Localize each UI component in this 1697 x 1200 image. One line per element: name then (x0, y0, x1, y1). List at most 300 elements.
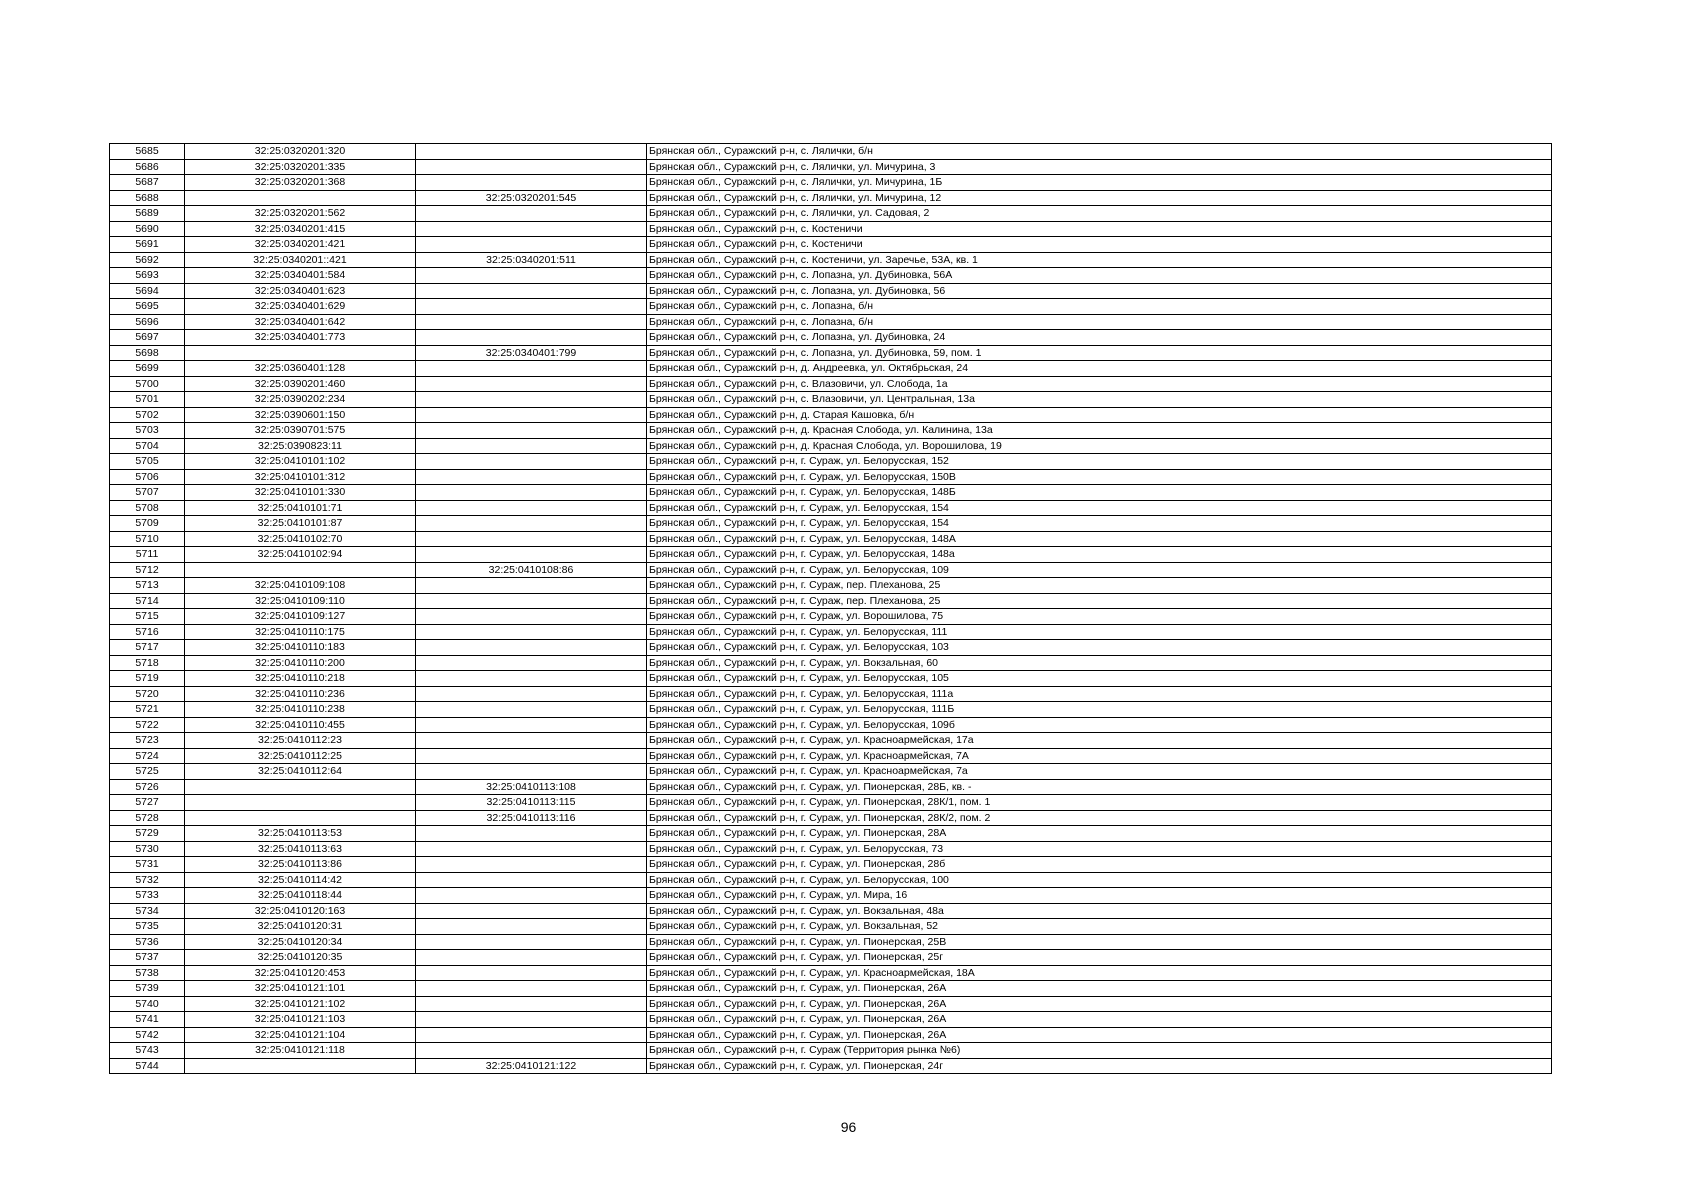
table-row (110, 965, 1552, 981)
land-cadastral-number-cell: 32:25:0410102:94 (185, 547, 416, 563)
table-row (110, 237, 1552, 253)
address-cell: Брянская обл., Суражский р-н, г. Сураж, ул. Пионерская, 28Б, кв. - (647, 779, 1552, 795)
table-row (110, 438, 1552, 454)
land-cadastral-number-cell: 32:25:0320201:320 (185, 144, 416, 160)
row-number-cell: 5714 (110, 593, 185, 609)
land-cadastral-number-cell: 32:25:0410112:64 (185, 764, 416, 780)
land-cadastral-number-cell: 32:25:0410120:34 (185, 934, 416, 950)
address-cell: Брянская обл., Суражский р-н, г. Сураж, ул. Вокзальная, 60 (647, 655, 1552, 671)
object-cadastral-number-cell (416, 609, 647, 625)
row-number-cell: 5725 (110, 764, 185, 780)
address-cell: Брянская обл., Суражский р-н, с. Лопазна, ул. Дубиновка, 56А (647, 268, 1552, 284)
address-cell: Брянская обл., Суражский р-н, г. Сураж, ул. Красноармейская, 7А (647, 748, 1552, 764)
object-cadastral-number-cell (416, 841, 647, 857)
table-row (110, 981, 1552, 997)
table-row (110, 144, 1552, 160)
table-row (110, 733, 1552, 749)
address-cell: Брянская обл., Суражский р-н, г. Сураж, ул. Пионерская, 24г (647, 1058, 1552, 1074)
land-cadastral-number-cell: 32:25:0320201:562 (185, 206, 416, 222)
row-number-cell: 5728 (110, 810, 185, 826)
address-cell: Брянская обл., Суражский р-н, с. Лопазна, б/н (647, 299, 1552, 315)
object-cadastral-number-cell: 32:25:0340401:799 (416, 345, 647, 361)
table-row (110, 779, 1552, 795)
row-number-cell: 5743 (110, 1043, 185, 1059)
object-cadastral-number-cell (416, 1027, 647, 1043)
table-row (110, 485, 1552, 501)
table-row (110, 330, 1552, 346)
address-cell: Брянская обл., Суражский р-н, г. Сураж, пер. Плеханова, 25 (647, 578, 1552, 594)
row-number-cell: 5697 (110, 330, 185, 346)
address-cell: Брянская обл., Суражский р-н, г. Сураж, ул. Белорусская, 154 (647, 516, 1552, 532)
table-row (110, 268, 1552, 284)
table-row (110, 950, 1552, 966)
address-cell: Брянская обл., Суражский р-н, г. Сураж, ул. Белорусская, 111а (647, 686, 1552, 702)
object-cadastral-number-cell (416, 376, 647, 392)
address-cell: Брянская обл., Суражский р-н, с. Лялички, ул. Мичурина, 12 (647, 190, 1552, 206)
table-row (110, 500, 1552, 516)
object-cadastral-number-cell (416, 593, 647, 609)
land-cadastral-number-cell: 32:25:0410109:127 (185, 609, 416, 625)
row-number-cell: 5744 (110, 1058, 185, 1074)
address-cell: Брянская обл., Суражский р-н, г. Сураж, ул. Белорусская, 111 (647, 624, 1552, 640)
address-cell: Брянская обл., Суражский р-н, с. Влазовичи, ул. Слобода, 1а (647, 376, 1552, 392)
row-number-cell: 5706 (110, 469, 185, 485)
address-cell: Брянская обл., Суражский р-н, г. Сураж, ул. Мира, 16 (647, 888, 1552, 904)
table-row (110, 702, 1552, 718)
address-cell: Брянская обл., Суражский р-н, г. Сураж, ул. Белорусская, 100 (647, 872, 1552, 888)
table-row (110, 190, 1552, 206)
row-number-cell: 5740 (110, 996, 185, 1012)
object-cadastral-number-cell (416, 981, 647, 997)
address-cell: Брянская обл., Суражский р-н, д. Старая Кашовка, б/н (647, 407, 1552, 423)
table-row (110, 888, 1552, 904)
address-cell: Брянская обл., Суражский р-н, д. Красная Слобода, ул. Калинина, 13а (647, 423, 1552, 439)
table-row (110, 857, 1552, 873)
land-cadastral-number-cell: 32:25:0410102:70 (185, 531, 416, 547)
table-row (110, 717, 1552, 733)
object-cadastral-number-cell (416, 826, 647, 842)
land-cadastral-number-cell: 32:25:0410101:71 (185, 500, 416, 516)
object-cadastral-number-cell (416, 702, 647, 718)
table-row (110, 764, 1552, 780)
land-cadastral-number-cell: 32:25:0390823:11 (185, 438, 416, 454)
land-cadastral-number-cell: 32:25:0410110:238 (185, 702, 416, 718)
object-cadastral-number-cell (416, 237, 647, 253)
land-cadastral-number-cell: 32:25:0410101:330 (185, 485, 416, 501)
row-number-cell: 5691 (110, 237, 185, 253)
land-cadastral-number-cell: 32:25:0390701:575 (185, 423, 416, 439)
row-number-cell: 5729 (110, 826, 185, 842)
table-row (110, 810, 1552, 826)
table-row (110, 593, 1552, 609)
land-cadastral-number-cell: 32:25:0410120:453 (185, 965, 416, 981)
table-row (110, 516, 1552, 532)
object-cadastral-number-cell (416, 206, 647, 222)
registry-table-body (110, 144, 1552, 1074)
object-cadastral-number-cell (416, 392, 647, 408)
address-cell: Брянская обл., Суражский р-н, с. Влазовичи, ул. Центральная, 13а (647, 392, 1552, 408)
row-number-cell: 5738 (110, 965, 185, 981)
table-row (110, 872, 1552, 888)
object-cadastral-number-cell (416, 624, 647, 640)
object-cadastral-number-cell (416, 1012, 647, 1028)
address-cell: Брянская обл., Суражский р-н, г. Сураж, ул. Красноармейская, 17а (647, 733, 1552, 749)
row-number-cell: 5723 (110, 733, 185, 749)
land-cadastral-number-cell: 32:25:0410109:108 (185, 578, 416, 594)
land-cadastral-number-cell (185, 795, 416, 811)
table-row (110, 454, 1552, 470)
row-number-cell: 5712 (110, 562, 185, 578)
table-row (110, 996, 1552, 1012)
table-row (110, 562, 1552, 578)
address-cell: Брянская обл., Суражский р-н, с. Лялички, б/н (647, 144, 1552, 160)
land-cadastral-number-cell: 32:25:0410110:455 (185, 717, 416, 733)
registry-table (109, 143, 1552, 1074)
land-cadastral-number-cell: 32:25:0410101:102 (185, 454, 416, 470)
object-cadastral-number-cell: 32:25:0340201:511 (416, 252, 647, 268)
land-cadastral-number-cell (185, 345, 416, 361)
object-cadastral-number-cell (416, 268, 647, 284)
object-cadastral-number-cell (416, 221, 647, 237)
row-number-cell: 5734 (110, 903, 185, 919)
land-cadastral-number-cell: 32:25:0340401:642 (185, 314, 416, 330)
object-cadastral-number-cell (416, 640, 647, 656)
object-cadastral-number-cell: 32:25:0410108:86 (416, 562, 647, 578)
row-number-cell: 5719 (110, 671, 185, 687)
address-cell: Брянская обл., Суражский р-н, г. Сураж, ул. Пионерская, 25г (647, 950, 1552, 966)
row-number-cell: 5715 (110, 609, 185, 625)
object-cadastral-number-cell (416, 965, 647, 981)
row-number-cell: 5693 (110, 268, 185, 284)
land-cadastral-number-cell: 32:25:0390201:460 (185, 376, 416, 392)
table-row (110, 826, 1552, 842)
address-cell: Брянская обл., Суражский р-н, г. Сураж, ул. Белорусская, 105 (647, 671, 1552, 687)
table-row (110, 1043, 1552, 1059)
land-cadastral-number-cell: 32:25:0320201:368 (185, 175, 416, 191)
table-row (110, 841, 1552, 857)
table-row (110, 609, 1552, 625)
land-cadastral-number-cell (185, 810, 416, 826)
row-number-cell: 5704 (110, 438, 185, 454)
land-cadastral-number-cell: 32:25:0340201::421 (185, 252, 416, 268)
row-number-cell: 5701 (110, 392, 185, 408)
address-cell: Брянская обл., Суражский р-н, г. Сураж, ул. Пионерская, 26А (647, 996, 1552, 1012)
address-cell: Брянская обл., Суражский р-н, г. Сураж, ул. Белорусская, 109 (647, 562, 1552, 578)
table-row (110, 361, 1552, 377)
land-cadastral-number-cell (185, 190, 416, 206)
row-number-cell: 5705 (110, 454, 185, 470)
address-cell: Брянская обл., Суражский р-н, с. Лялички, ул. Мичурина, 1Б (647, 175, 1552, 191)
land-cadastral-number-cell: 32:25:0410112:23 (185, 733, 416, 749)
land-cadastral-number-cell: 32:25:0340401:629 (185, 299, 416, 315)
table-row (110, 159, 1552, 175)
address-cell: Брянская обл., Суражский р-н, г. Сураж, ул. Белорусская, 73 (647, 841, 1552, 857)
row-number-cell: 5720 (110, 686, 185, 702)
land-cadastral-number-cell: 32:25:0410101:87 (185, 516, 416, 532)
object-cadastral-number-cell (416, 888, 647, 904)
table-row (110, 748, 1552, 764)
row-number-cell: 5696 (110, 314, 185, 330)
table-row (110, 392, 1552, 408)
object-cadastral-number-cell (416, 469, 647, 485)
row-number-cell: 5716 (110, 624, 185, 640)
object-cadastral-number-cell (416, 516, 647, 532)
object-cadastral-number-cell (416, 454, 647, 470)
row-number-cell: 5686 (110, 159, 185, 175)
land-cadastral-number-cell: 32:25:0410110:183 (185, 640, 416, 656)
row-number-cell: 5732 (110, 872, 185, 888)
land-cadastral-number-cell: 32:25:0410118:44 (185, 888, 416, 904)
address-cell: Брянская обл., Суражский р-н, г. Сураж, пер. Плеханова, 25 (647, 593, 1552, 609)
table-row (110, 1012, 1552, 1028)
land-cadastral-number-cell: 32:25:0410113:86 (185, 857, 416, 873)
land-cadastral-number-cell: 32:25:0390202:234 (185, 392, 416, 408)
row-number-cell: 5742 (110, 1027, 185, 1043)
address-cell: Брянская обл., Суражский р-н, г. Сураж, ул. Красноармейская, 18А (647, 965, 1552, 981)
row-number-cell: 5695 (110, 299, 185, 315)
object-cadastral-number-cell (416, 903, 647, 919)
object-cadastral-number-cell: 32:25:0320201:545 (416, 190, 647, 206)
table-row (110, 795, 1552, 811)
table-row (110, 299, 1552, 315)
object-cadastral-number-cell (416, 919, 647, 935)
land-cadastral-number-cell: 32:25:0410112:25 (185, 748, 416, 764)
address-cell: Брянская обл., Суражский р-н, с. Лопазна, ул. Дубиновка, 56 (647, 283, 1552, 299)
land-cadastral-number-cell: 32:25:0410120:163 (185, 903, 416, 919)
address-cell: Брянская обл., Суражский р-н, г. Сураж, ул. Белорусская, 109б (647, 717, 1552, 733)
object-cadastral-number-cell (416, 500, 647, 516)
address-cell: Брянская обл., Суражский р-н, г. Сураж, ул. Белорусская, 148А (647, 531, 1552, 547)
row-number-cell: 5700 (110, 376, 185, 392)
object-cadastral-number-cell (416, 423, 647, 439)
object-cadastral-number-cell (416, 330, 647, 346)
object-cadastral-number-cell (416, 655, 647, 671)
table-row (110, 206, 1552, 222)
land-cadastral-number-cell: 32:25:0410110:218 (185, 671, 416, 687)
land-cadastral-number-cell (185, 779, 416, 795)
table-row (110, 624, 1552, 640)
object-cadastral-number-cell (416, 283, 647, 299)
land-cadastral-number-cell: 32:25:0410120:35 (185, 950, 416, 966)
land-cadastral-number-cell: 32:25:0410114:42 (185, 872, 416, 888)
row-number-cell: 5722 (110, 717, 185, 733)
table-row (110, 903, 1552, 919)
row-number-cell: 5713 (110, 578, 185, 594)
object-cadastral-number-cell (416, 717, 647, 733)
table-row (110, 1058, 1552, 1074)
land-cadastral-number-cell: 32:25:0410121:118 (185, 1043, 416, 1059)
row-number-cell: 5702 (110, 407, 185, 423)
table-row (110, 423, 1552, 439)
address-cell: Брянская обл., Суражский р-н, г. Сураж, ул. Белорусская, 154 (647, 500, 1552, 516)
table-row (110, 934, 1552, 950)
object-cadastral-number-cell (416, 1043, 647, 1059)
address-cell: Брянская обл., Суражский р-н, г. Сураж, ул. Пионерская, 26А (647, 1027, 1552, 1043)
object-cadastral-number-cell (416, 547, 647, 563)
row-number-cell: 5685 (110, 144, 185, 160)
land-cadastral-number-cell: 32:25:0410110:175 (185, 624, 416, 640)
object-cadastral-number-cell (416, 996, 647, 1012)
address-cell: Брянская обл., Суражский р-н, с. Лопазна, ул. Дубиновка, 24 (647, 330, 1552, 346)
object-cadastral-number-cell (416, 485, 647, 501)
object-cadastral-number-cell (416, 175, 647, 191)
address-cell: Брянская обл., Суражский р-н, г. Сураж, ул. Пионерская, 28К/1, пом. 1 (647, 795, 1552, 811)
row-number-cell: 5699 (110, 361, 185, 377)
address-cell: Брянская обл., Суражский р-н, г. Сураж, ул. Пионерская, 26А (647, 981, 1552, 997)
address-cell: Брянская обл., Суражский р-н, г. Сураж, ул. Ворошилова, 75 (647, 609, 1552, 625)
land-cadastral-number-cell (185, 562, 416, 578)
table-row (110, 221, 1552, 237)
land-cadastral-number-cell: 32:25:0410121:101 (185, 981, 416, 997)
land-cadastral-number-cell: 32:25:0340401:623 (185, 283, 416, 299)
land-cadastral-number-cell: 32:25:0340201:421 (185, 237, 416, 253)
land-cadastral-number-cell: 32:25:0410113:53 (185, 826, 416, 842)
address-cell: Брянская обл., Суражский р-н, г. Сураж, ул. Белорусская, 103 (647, 640, 1552, 656)
land-cadastral-number-cell: 32:25:0410121:102 (185, 996, 416, 1012)
address-cell: Брянская обл., Суражский р-н, с. Лялички, ул. Садовая, 2 (647, 206, 1552, 222)
object-cadastral-number-cell (416, 578, 647, 594)
object-cadastral-number-cell (416, 733, 647, 749)
row-number-cell: 5724 (110, 748, 185, 764)
address-cell: Брянская обл., Суражский р-н, с. Лялички, ул. Мичурина, 3 (647, 159, 1552, 175)
table-row (110, 314, 1552, 330)
address-cell: Брянская обл., Суражский р-н, д. Красная Слобода, ул. Ворошилова, 19 (647, 438, 1552, 454)
land-cadastral-number-cell: 32:25:0360401:128 (185, 361, 416, 377)
table-row (110, 919, 1552, 935)
row-number-cell: 5741 (110, 1012, 185, 1028)
address-cell: Брянская обл., Суражский р-н, г. Сураж, ул. Белорусская, 148Б (647, 485, 1552, 501)
object-cadastral-number-cell (416, 950, 647, 966)
land-cadastral-number-cell: 32:25:0340201:415 (185, 221, 416, 237)
object-cadastral-number-cell: 32:25:0410113:115 (416, 795, 647, 811)
address-cell: Брянская обл., Суражский р-н, г. Сураж, ул. Вокзальная, 52 (647, 919, 1552, 935)
object-cadastral-number-cell (416, 407, 647, 423)
object-cadastral-number-cell (416, 671, 647, 687)
address-cell: Брянская обл., Суражский р-н, г. Сураж, ул. Пионерская, 28А (647, 826, 1552, 842)
table-row (110, 686, 1552, 702)
row-number-cell: 5721 (110, 702, 185, 718)
row-number-cell: 5703 (110, 423, 185, 439)
row-number-cell: 5711 (110, 547, 185, 563)
row-number-cell: 5718 (110, 655, 185, 671)
row-number-cell: 5709 (110, 516, 185, 532)
land-cadastral-number-cell: 32:25:0340401:773 (185, 330, 416, 346)
land-cadastral-number-cell (185, 1058, 416, 1074)
row-number-cell: 5739 (110, 981, 185, 997)
table-row (110, 578, 1552, 594)
table-row (110, 655, 1552, 671)
row-number-cell: 5692 (110, 252, 185, 268)
row-number-cell: 5731 (110, 857, 185, 873)
object-cadastral-number-cell: 32:25:0410121:122 (416, 1058, 647, 1074)
object-cadastral-number-cell (416, 144, 647, 160)
row-number-cell: 5708 (110, 500, 185, 516)
row-number-cell: 5737 (110, 950, 185, 966)
row-number-cell: 5687 (110, 175, 185, 191)
address-cell: Брянская обл., Суражский р-н, г. Сураж, ул. Пионерская, 25В (647, 934, 1552, 950)
land-cadastral-number-cell: 32:25:0410110:236 (185, 686, 416, 702)
object-cadastral-number-cell (416, 531, 647, 547)
row-number-cell: 5707 (110, 485, 185, 501)
object-cadastral-number-cell (416, 299, 647, 315)
table-row (110, 283, 1552, 299)
row-number-cell: 5694 (110, 283, 185, 299)
address-cell: Брянская обл., Суражский р-н, г. Сураж, ул. Белорусская, 111Б (647, 702, 1552, 718)
address-cell: Брянская обл., Суражский р-н, д. Андреевка, ул. Октябрьская, 24 (647, 361, 1552, 377)
object-cadastral-number-cell (416, 748, 647, 764)
land-cadastral-number-cell: 32:25:0410120:31 (185, 919, 416, 935)
land-cadastral-number-cell: 32:25:0410110:200 (185, 655, 416, 671)
row-number-cell: 5726 (110, 779, 185, 795)
address-cell: Брянская обл., Суражский р-н, г. Сураж, ул. Вокзальная, 48а (647, 903, 1552, 919)
table-row (110, 531, 1552, 547)
land-cadastral-number-cell: 32:25:0390601:150 (185, 407, 416, 423)
object-cadastral-number-cell (416, 934, 647, 950)
object-cadastral-number-cell (416, 314, 647, 330)
table-row (110, 640, 1552, 656)
address-cell: Брянская обл., Суражский р-н, г. Сураж, ул. Красноармейская, 7а (647, 764, 1552, 780)
address-cell: Брянская обл., Суражский р-н, г. Сураж, ул. Белорусская, 150В (647, 469, 1552, 485)
table-row (110, 376, 1552, 392)
row-number-cell: 5733 (110, 888, 185, 904)
address-cell: Брянская обл., Суражский р-н, с. Лопазна, ул. Дубиновка, 59, пом. 1 (647, 345, 1552, 361)
address-cell: Брянская обл., Суражский р-н, г. Сураж, ул. Пионерская, 28б (647, 857, 1552, 873)
land-cadastral-number-cell: 32:25:0410109:110 (185, 593, 416, 609)
object-cadastral-number-cell (416, 764, 647, 780)
object-cadastral-number-cell (416, 159, 647, 175)
address-cell: Брянская обл., Суражский р-н, с. Костеничи (647, 237, 1552, 253)
object-cadastral-number-cell (416, 686, 647, 702)
row-number-cell: 5688 (110, 190, 185, 206)
object-cadastral-number-cell (416, 361, 647, 377)
object-cadastral-number-cell (416, 872, 647, 888)
land-cadastral-number-cell: 32:25:0410113:63 (185, 841, 416, 857)
address-cell: Брянская обл., Суражский р-н, г. Сураж, ул. Белорусская, 152 (647, 454, 1552, 470)
table-row (110, 407, 1552, 423)
row-number-cell: 5717 (110, 640, 185, 656)
table-row (110, 252, 1552, 268)
land-cadastral-number-cell: 32:25:0410101:312 (185, 469, 416, 485)
page-number: 96 (840, 1119, 857, 1135)
land-cadastral-number-cell: 32:25:0320201:335 (185, 159, 416, 175)
row-number-cell: 5735 (110, 919, 185, 935)
address-cell: Брянская обл., Суражский р-н, г. Сураж, ул. Белорусская, 148а (647, 547, 1552, 563)
row-number-cell: 5690 (110, 221, 185, 237)
address-cell: Брянская обл., Суражский р-н, с. Костеничи, ул. Заречье, 53А, кв. 1 (647, 252, 1552, 268)
row-number-cell: 5689 (110, 206, 185, 222)
land-cadastral-number-cell: 32:25:0410121:104 (185, 1027, 416, 1043)
object-cadastral-number-cell (416, 857, 647, 873)
table-row (110, 1027, 1552, 1043)
object-cadastral-number-cell: 32:25:0410113:116 (416, 810, 647, 826)
row-number-cell: 5736 (110, 934, 185, 950)
table-row (110, 547, 1552, 563)
address-cell: Брянская обл., Суражский р-н, г. Сураж, ул. Пионерская, 26А (647, 1012, 1552, 1028)
table-row (110, 175, 1552, 191)
row-number-cell: 5698 (110, 345, 185, 361)
table-row (110, 469, 1552, 485)
table-row (110, 671, 1552, 687)
row-number-cell: 5710 (110, 531, 185, 547)
object-cadastral-number-cell (416, 438, 647, 454)
land-cadastral-number-cell: 32:25:0340401:584 (185, 268, 416, 284)
address-cell: Брянская обл., Суражский р-н, г. Сураж (Территория рынка №6) (647, 1043, 1552, 1059)
table-row (110, 345, 1552, 361)
row-number-cell: 5730 (110, 841, 185, 857)
address-cell: Брянская обл., Суражский р-н, с. Костеничи (647, 221, 1552, 237)
land-cadastral-number-cell: 32:25:0410121:103 (185, 1012, 416, 1028)
address-cell: Брянская обл., Суражский р-н, с. Лопазна, б/н (647, 314, 1552, 330)
